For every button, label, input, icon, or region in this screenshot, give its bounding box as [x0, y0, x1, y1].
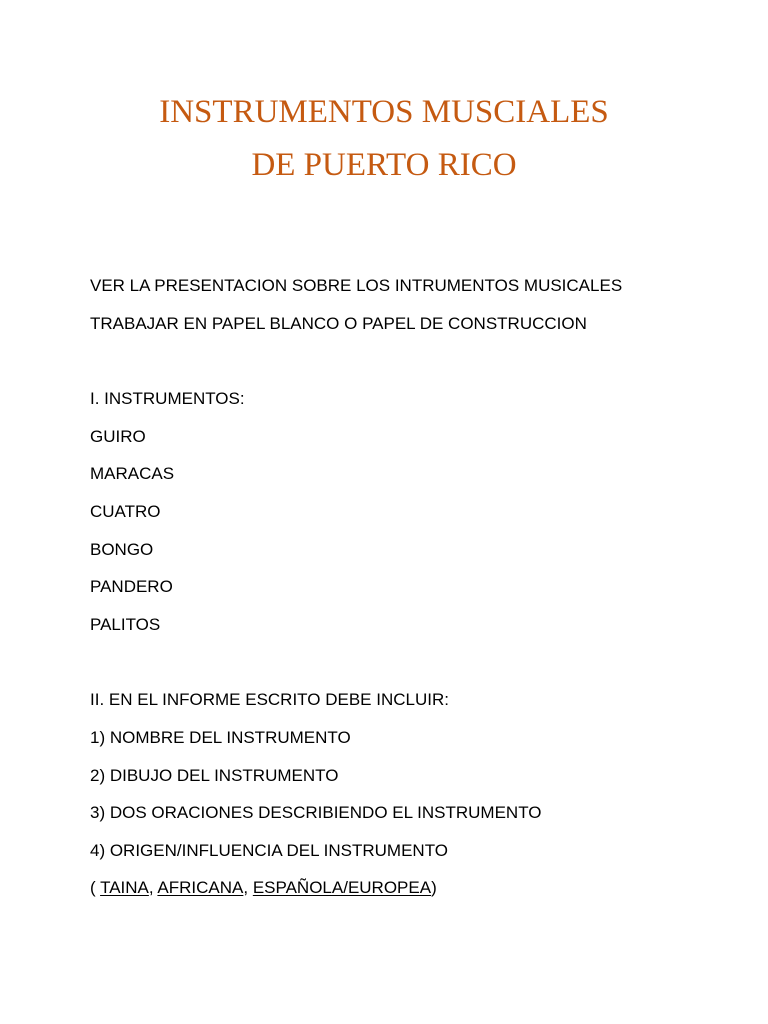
origin-africana: AFRICANA	[157, 878, 244, 897]
origins-close-paren: )	[431, 878, 437, 897]
requirement-item: 2) DIBUJO DEL INSTRUMENTO	[90, 766, 339, 785]
requirement-item: 3) DOS ORACIONES DESCRIBIENDO EL INSTRUMENTO	[90, 803, 542, 822]
requirement-item: 4) ORIGEN/INFLUENCIA DEL INSTRUMENTO	[90, 841, 448, 860]
section-2-heading: II. EN EL INFORME ESCRITO DEBE INCLUIR:	[90, 690, 449, 709]
intro-line-1: VER LA PRESENTACION SOBRE LOS INTRUMENTOS MUSICALES	[90, 276, 623, 295]
origins-separator: ,	[243, 878, 253, 897]
origin-espanola-europea: ESPAÑOLA/EUROPEA	[252, 878, 432, 897]
instrument-item: GUIRO	[90, 427, 146, 446]
instrument-item: PALITOS	[90, 615, 161, 634]
origins-line	[90, 879, 437, 896]
origin-taina: TAINA	[100, 878, 149, 897]
requirement-item: 1) NOMBRE DEL INSTRUMENTO	[90, 728, 351, 747]
intro-line-2: TRABAJAR EN PAPEL BLANCO O PAPEL DE CONSTRUCCION	[90, 314, 587, 333]
origins-open-paren: (	[90, 878, 101, 897]
instrument-item: MARACAS	[90, 464, 175, 483]
document-title-line-2: DE PUERTO RICO	[251, 147, 517, 183]
instrument-item: PANDERO	[90, 577, 173, 596]
instrument-item: BONGO	[90, 540, 154, 559]
instrument-item: CUATRO	[90, 502, 161, 521]
origins-separator: ,	[148, 878, 158, 897]
section-1-heading: I. INSTRUMENTOS:	[90, 389, 245, 408]
document-title-line-1: INSTRUMENTOS MUSCIALES	[159, 94, 609, 130]
